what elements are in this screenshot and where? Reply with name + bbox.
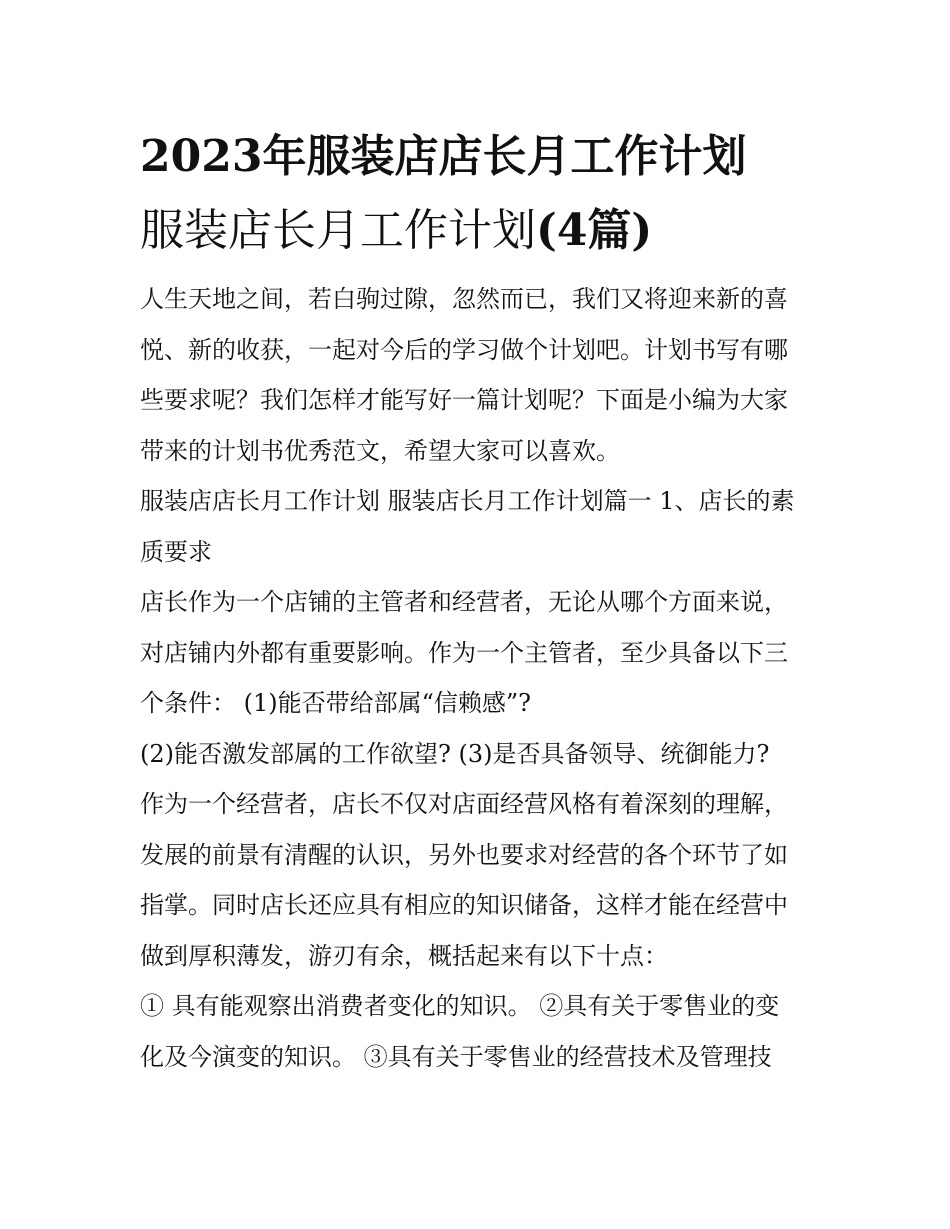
paragraph-operator-role — [140, 779, 820, 981]
text-line: 对店铺内外都有重要影响。作为一个主管者，至少具备以下三 — [140, 638, 788, 667]
document-page — [140, 120, 820, 1082]
text-line: (2)能否激发部属的工作欲望? (3)是否具备领导、统御能力? — [140, 739, 770, 768]
document-title — [140, 120, 820, 268]
text-line: 服装店店长月工作计划 服装店长月工作计划篇一 1、店长的素 — [140, 487, 795, 515]
text-line: 带来的计划书优秀范文，希望大家可以喜欢。 — [140, 436, 620, 465]
title-line-1: 2023年服装店店长月工作计划 — [140, 131, 747, 182]
text-line: 质要求 — [140, 537, 212, 566]
paragraph-conditions — [140, 729, 820, 780]
text-line: 店长作为一个店铺的主管者和经营者，无论从哪个方面来说， — [140, 588, 788, 616]
text-line: 发展的前景有清醒的认识，另外也要求对经营的各个环节了如 — [140, 840, 788, 869]
text-line: 些要求呢？我们怎样才能写好一篇计划呢？下面是小编为大家 — [140, 386, 788, 414]
paragraph-intro — [140, 274, 820, 476]
text-line: 作为一个经营者，店长不仅对店面经营风格有着深刻的理解， — [140, 790, 788, 818]
text-line: 人生天地之间，若白驹过隙，忽然而已，我们又将迎来新的喜 — [140, 285, 788, 313]
title-line-2-suffix: (4篇) — [536, 205, 653, 256]
paragraph-section-heading — [140, 476, 820, 577]
paragraph-knowledge-list — [140, 981, 820, 1082]
text-line: ① 具有能观察出消费者变化的知识。 ②具有关于零售业的变 — [140, 992, 780, 1020]
text-line: 个条件： (1)能否带给部属“信赖感”? — [140, 689, 532, 717]
title-line-2-main: 服装店长月工作计划 — [140, 205, 536, 256]
text-line: 做到厚积薄发，游刃有余，概括起来有以下十点： — [140, 941, 668, 970]
text-line: 悦、新的收获，一起对今后的学习做个计划吧。计划书写有哪 — [140, 335, 788, 364]
title-line-2 — [140, 194, 820, 268]
paragraph-manager-role — [140, 577, 820, 729]
text-line: 指掌。同时店长还应具有相应的知识储备，这样才能在经营中 — [140, 891, 788, 919]
text-line: 化及今演变的知识。 ③具有关于零售业的经营技术及管理技 — [140, 1042, 772, 1071]
